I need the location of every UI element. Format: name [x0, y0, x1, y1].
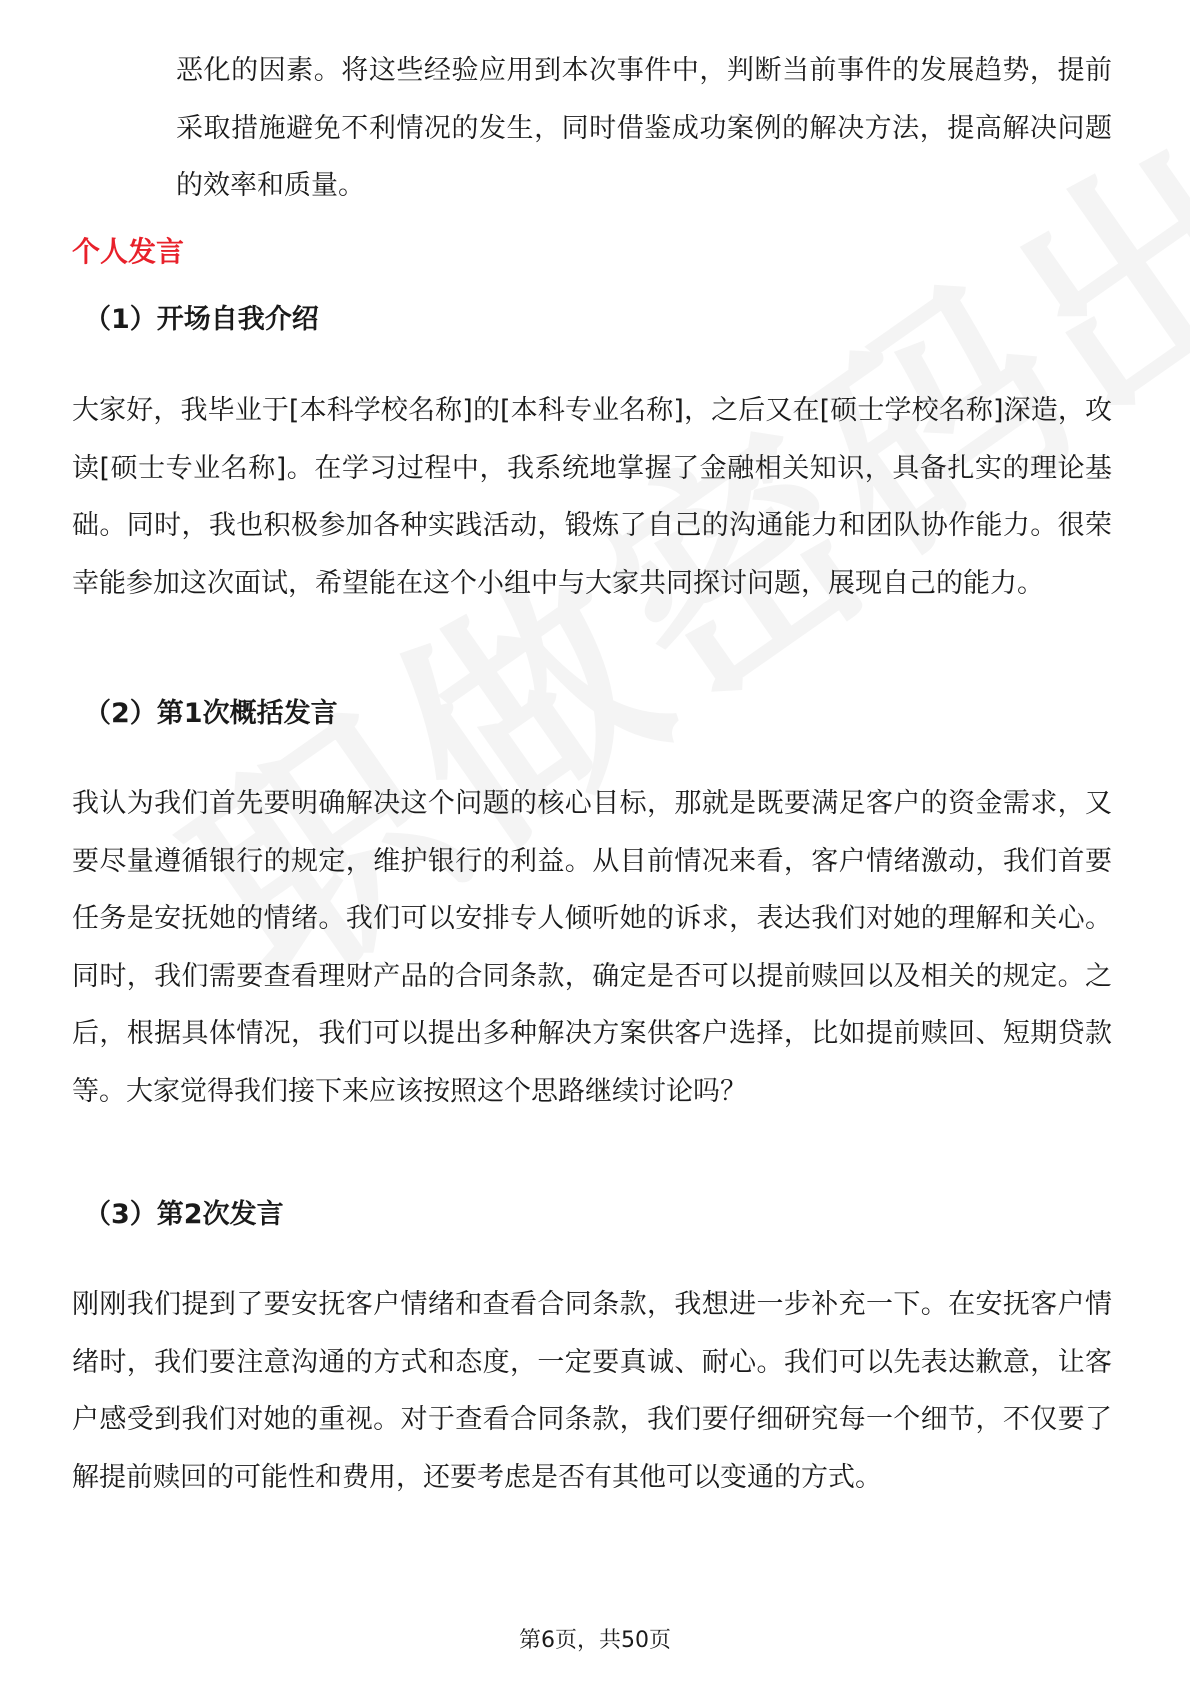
page-footer: 第6页，共50页 [519, 1628, 671, 1653]
subsection-body-2: 我认为我们首先要明确解决这个问题的核心目标，那就是既要满足客户的资金需求，又要尽量遵循银行的规定，维护银行的利益。从目前情况来看，客户情绪激动，我们首要任务是安抚她的情绪。我们可以安排专人倾听她的诉求，表达我们对她的理解和关心。同时，我们需要查看理财产品的合同条款，确定是否可以提前赎回以及相关的规定。之后，根据具体情况，我们可以提出多种解决方案供客户选择，比如提前赎回、短期贷款等。大家觉得我们接下来应该按照这个思路继续讨论吗？ [72, 788, 1112, 1107]
continuation-paragraph: 恶化的因素。将这些经验应用到本次事件中，判断当前事件的发展趋势，提前采取措施避免不利情况的发生，同时借鉴成功案例的解决方法，提高解决问题的效率和质量。 [176, 55, 1112, 201]
subsection-heading-2: （2）第1次概括发言 [84, 698, 338, 729]
subsection-body-3: 刚刚我们提到了要安抚客户情绪和查看合同条款，我想进一步补充一下。在安抚客户情绪时，我们要注意沟通的方式和态度，一定要真诚、耐心。我们可以先表达歉意，让客户感受到我们对她的重视。对于查看合同条款，我们要仔细研究每一个细节，不仅要了解提前赎回的可能性和费用，还要考虑是否有其他可以变通的方式。 [72, 1289, 1112, 1493]
subsection-heading-3: （3）第2次发言 [84, 1199, 284, 1230]
subsection-heading-1: （1）开场自我介绍 [84, 304, 319, 335]
subsection-body-1: 大家好，我毕业于[本科学校名称]的[本科专业名称]，之后又在[硕士学校名称]深造，攻读[硕士专业名称]。在学习过程中，我系统地掌握了金融相关知识，具备扎实的理论基础。同时，我也积极参加各种实践活动，锻炼了自己的沟通能力和团队协作能力。很荣幸能参加这次面试，希望能在这个小组中与大家共同探讨问题，展现自己的能力。 [72, 395, 1112, 599]
section-title: 个人发言 [72, 235, 185, 268]
